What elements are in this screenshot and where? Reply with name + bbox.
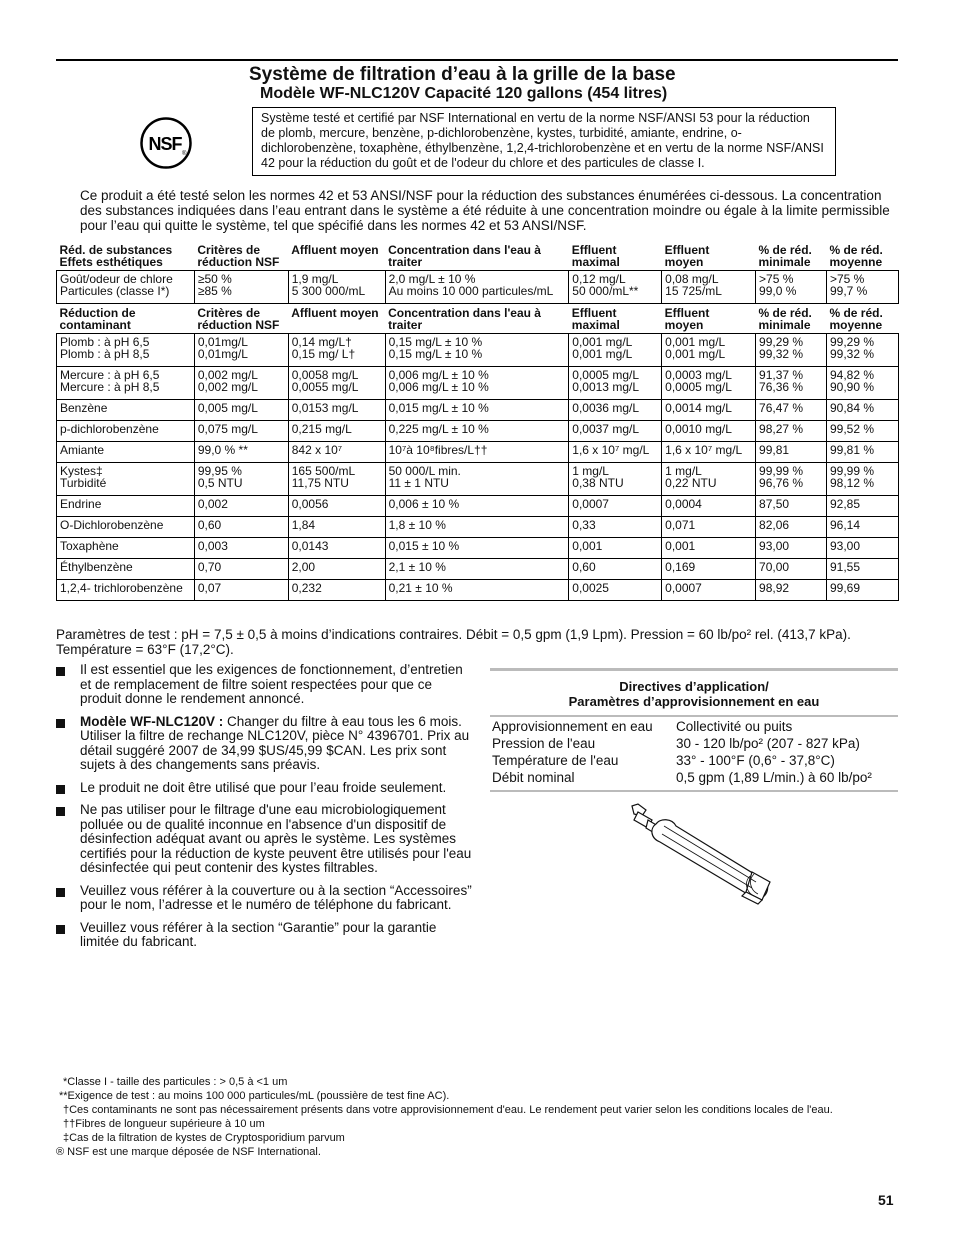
table-row <box>57 559 899 580</box>
table-cell: Toxaphène <box>57 538 195 559</box>
table-cell: Mercure : à pH 6,5 Mercure : à pH 8,5 <box>57 367 195 400</box>
table-cell: 96,14 <box>826 517 898 538</box>
table-cell: 1 mg/L 0,22 NTU <box>662 463 756 496</box>
table-header-cell: % de réd. minimale <box>758 243 812 269</box>
bullet-text: Le produit ne doit être utilisé que pour l’eau froide seulement. <box>80 779 447 795</box>
directive-value: Collectivité ou puits <box>676 719 793 734</box>
table-cell: 0,08 mg/L 15 725/mL <box>662 271 756 304</box>
table-cell: 99,81 % <box>826 442 898 463</box>
table-cell: 99,52 % <box>826 421 898 442</box>
table-cell: Éthylbenzène <box>57 559 195 580</box>
directive-row <box>490 735 898 752</box>
bullet-text: Changer du filtre à eau tous les 6 mois. Utiliser la filtre de rechange NLC120V, pièce N° 4396701. Prix au détail suggéré 2007 de 34,99 $US/45,99 $CAN. Les prix sont sujets à des changements sans préavis. <box>80 713 470 772</box>
directive-value: 33° - 100°F (0,6° - 37,8°C) <box>676 753 835 768</box>
page-title: Système de filtration d’eau à la grille de la base <box>249 64 676 85</box>
table-cell: 0,0036 mg/L <box>569 400 662 421</box>
bullet-square-icon <box>56 888 65 897</box>
table-cell: 1,9 mg/L 5 300 000/mL <box>288 271 385 304</box>
table-header-cell: % de réd. moyenne <box>829 243 883 269</box>
directives-heading <box>490 671 898 715</box>
table-cell: 0,0056 <box>288 496 385 517</box>
table-cell: 0,70 <box>194 559 288 580</box>
table-cell: p-dichlorobenzène <box>57 421 195 442</box>
table-cell: 87,50 <box>756 496 827 517</box>
directive-value: 0,5 gpm (1,89 L/min.) à 60 lb/po² <box>676 770 872 785</box>
table-cell: 76,47 % <box>756 400 827 421</box>
table-cell: 98,27 % <box>756 421 827 442</box>
table-header-cell: Concentration dans l'eau à traiter <box>388 243 541 269</box>
directives-bottom-line <box>490 790 898 792</box>
table-cell: 98,92 <box>756 580 827 601</box>
table-cell: 1,6 x 10⁷ mg/L <box>569 442 662 463</box>
table-cell: 0,003 <box>194 538 288 559</box>
table-cell: 70,00 <box>756 559 827 580</box>
table-cell: 0,0037 mg/L <box>569 421 662 442</box>
table-cell: 2,1 ± 10 % <box>385 559 569 580</box>
table-cell: 93,00 <box>826 538 898 559</box>
table-cell: 99,29 % 99,32 % <box>756 334 827 367</box>
table-header-row <box>57 304 899 334</box>
directive-row <box>490 769 898 786</box>
table-cell: 99,95 % 0,5 NTU <box>194 463 288 496</box>
directives-box <box>490 668 898 792</box>
table-cell: 0,07 <box>194 580 288 601</box>
footnote: **Exigence de test : au moins 100 000 particules/mL (poussière de test fine AC). <box>59 1090 450 1102</box>
bullet-item <box>56 884 474 913</box>
table-cell: 1,84 <box>288 517 385 538</box>
table-row <box>57 463 899 496</box>
table-row <box>57 334 899 367</box>
nsf-registered-mark: ® <box>182 151 187 157</box>
table-row <box>57 421 899 442</box>
table-cell: 50 000/L min. 11 ± 1 NTU <box>385 463 569 496</box>
bullet-item <box>56 803 474 876</box>
table-cell: 91,55 <box>826 559 898 580</box>
table-header-cell: Critères de réduction NSF <box>197 243 280 269</box>
directive-row <box>490 752 898 769</box>
table-header-cell: % de réd. minimale <box>758 306 812 332</box>
bullet-list <box>56 663 474 958</box>
table-header-cell: Affluent moyen <box>291 243 379 257</box>
table-cell: >75 % 99,7 % <box>826 271 898 304</box>
table-cell: 0,006 ± 10 % <box>385 496 569 517</box>
table-cell: 0,002 mg/L 0,002 mg/L <box>194 367 288 400</box>
intro-paragraph: Ce produit a été testé selon les normes 42 et 53 ANSI/NSF pour la réduction des substances énumérées ci-dessous. La concentration des substances indiquées dans l’eau entrant dans le système a été réduite à une concentration moindre ou égale à la limite permissible pour l’eau qui quitte le système, tel que spécifié dans les normes 42 et 53 ANSI/NSF. <box>80 188 890 233</box>
table-cell: 94,82 % 90,90 % <box>826 367 898 400</box>
table-cell: 0,0007 <box>569 496 662 517</box>
table-cell: 0,001 <box>569 538 662 559</box>
table-cell: 0,14 mg/L† 0,15 mg/ L† <box>288 334 385 367</box>
bullet-square-icon <box>56 719 65 728</box>
bullet-text: Veuillez vous référer à la section “Garantie” pour la garantie limitée du fabricant. <box>80 919 437 949</box>
bullet-square-icon <box>56 785 65 794</box>
table-cell: 165 500/mL 11,75 NTU <box>288 463 385 496</box>
table-cell: 0,169 <box>662 559 756 580</box>
test-parameters: Paramètres de test : pH = 7,5 ± 0,5 à moins d’indications contraires. Débit = 0,5 gpm (1,9 Lpm). Pression = 60 lb/po² rel. (413,7 kPa). Température = 63°F (17,2°C). <box>56 627 851 657</box>
table-cell: 99,99 % 98,12 % <box>826 463 898 496</box>
table-cell: 0,0007 <box>662 580 756 601</box>
table-cell: 1 mg/L 0,38 NTU <box>569 463 662 496</box>
directives-heading-line1: Directives d’application/ <box>619 679 769 694</box>
table-header-cell: Réd. de substances Effets esthétiques <box>59 243 173 269</box>
bullet-square-icon <box>56 807 65 816</box>
table-cell: 99,69 <box>826 580 898 601</box>
table-cell: 99,81 <box>756 442 827 463</box>
directive-label: Température de l'eau <box>492 753 619 768</box>
table-cell: 0,232 <box>288 580 385 601</box>
table-header-cell: Critères de réduction NSF <box>197 306 280 332</box>
table-cell: 0,0143 <box>288 538 385 559</box>
table-cell: O-Dichlorobenzène <box>57 517 195 538</box>
table-row <box>57 580 899 601</box>
table-row <box>57 517 899 538</box>
table-cell: 0,071 <box>662 517 756 538</box>
directive-row <box>490 718 898 735</box>
table-cell: 2,0 mg/L ± 10 % Au moins 10 000 particules/mL <box>385 271 569 304</box>
table-cell: 1,6 x 10⁷ mg/L <box>662 442 756 463</box>
table-cell: 0,002 <box>194 496 288 517</box>
footnotes <box>56 1075 898 1159</box>
table-cell: 0,015 mg/L ± 10 % <box>385 400 569 421</box>
table-header-cell: Effluent moyen <box>664 306 710 332</box>
directives-separator <box>490 715 898 717</box>
table-cell: 99,0 % ** <box>194 442 288 463</box>
bullet-square-icon <box>56 667 65 676</box>
performance-table <box>56 241 899 601</box>
table-cell: 0,15 mg/L ± 10 % 0,15 mg/L ± 10 % <box>385 334 569 367</box>
footnote: *Classe I - taille des particules : > 0,5 à <1 um <box>63 1076 288 1088</box>
table-row <box>57 496 899 517</box>
table-cell: 0,0058 mg/L 0,0055 mg/L <box>288 367 385 400</box>
table-cell: Amiante <box>57 442 195 463</box>
table-header-cell: Effluent maximal <box>571 306 620 332</box>
table-cell: 99,29 % 99,32 % <box>826 334 898 367</box>
table-row <box>57 367 899 400</box>
table-cell: 91,37 % 76,36 % <box>756 367 827 400</box>
table-header-cell: Effluent moyen <box>664 243 710 269</box>
table-cell: 0,215 mg/L <box>288 421 385 442</box>
table-cell: 0,12 mg/L 50 000/mL** <box>569 271 662 304</box>
table-cell: 93,00 <box>756 538 827 559</box>
bullet-item <box>56 715 474 773</box>
table-cell: 0,0014 mg/L <box>662 400 756 421</box>
table-cell: 0,075 mg/L <box>194 421 288 442</box>
table-row <box>57 538 899 559</box>
table-cell: 1,8 ± 10 % <box>385 517 569 538</box>
table-cell: >75 % 99,0 % <box>756 271 827 304</box>
table-header-row <box>57 241 899 271</box>
table-cell: 90,84 % <box>826 400 898 421</box>
table-cell: 0,01mg/L 0,01mg/L <box>194 334 288 367</box>
table-cell: 0,33 <box>569 517 662 538</box>
table-cell: 842 x 10⁷ <box>288 442 385 463</box>
directives-heading-line2: Paramètres d’approvisionnement en eau <box>568 694 820 709</box>
directives-table <box>490 718 898 786</box>
page-number: 51 <box>878 1192 894 1208</box>
table-header-cell: Concentration dans l'eau à traiter <box>388 306 541 332</box>
table-row <box>57 400 899 421</box>
footnote: ® NSF est une marque déposée de NSF International. <box>56 1146 321 1158</box>
table-header-cell: % de réd. moyenne <box>829 306 883 332</box>
table-cell: 2,00 <box>288 559 385 580</box>
bullet-text: Veuillez vous référer à la couverture ou à la section “Accessoires” pour le nom, l’adresse et le numéro de téléphone du fabricant. <box>80 882 472 912</box>
table-cell: 0,60 <box>194 517 288 538</box>
table-cell: ≥50 % ≥85 % <box>194 271 288 304</box>
table-cell: Goût/odeur de chlore Particules (classe I*) <box>57 271 195 304</box>
table-cell: 0,001 mg/L 0,001 mg/L <box>662 334 756 367</box>
table-cell: 0,0010 mg/L <box>662 421 756 442</box>
footnote: †Ces contaminants ne sont pas nécessairement présents dans votre approvisionnement d'eau. Le rendement peut varier selon les conditions locales de l'eau. <box>63 1104 833 1116</box>
table-cell: 1,2,4- trichlorobenzène <box>57 580 195 601</box>
table-cell: Plomb : à pH 6,5 Plomb : à pH 8,5 <box>57 334 195 367</box>
footnote: ††Fibres de longueur supérieure à 10 um <box>63 1118 265 1130</box>
water-filter-cartridge-illustration <box>616 800 786 910</box>
bullet-item <box>56 921 474 950</box>
table-cell: 10⁷à 10⁸fibres/L†† <box>385 442 569 463</box>
table-cell: Kystes‡ Turbidité <box>57 463 195 496</box>
table-cell: 0,005 mg/L <box>194 400 288 421</box>
table-header-cell: Réduction de contaminant <box>59 306 136 332</box>
directive-label: Approvisionnement en eau <box>492 719 653 734</box>
table-cell: 0,015 ± 10 % <box>385 538 569 559</box>
table-cell: 0,60 <box>569 559 662 580</box>
bullet-text: Ne pas utiliser pour le filtrage d'une eau microbiologiquement polluée ou de qualité inconnue en l'absence d'un dispositif de désinfection adéquat avant ou après le système. Les systèmes certifiés pour la réduction de kyste peuvent être utilisés pour l'eau désinfectée qui peut contenir des kystes filtrables. <box>80 802 472 875</box>
table-cell: 0,21 ± 10 % <box>385 580 569 601</box>
bullet-bold-label: Modèle WF-NLC120V : <box>80 713 224 729</box>
footnote: ‡Cas de la filtration de kystes de Cryptosporidium parvum <box>63 1132 345 1144</box>
table-cell: 92,85 <box>826 496 898 517</box>
directive-value: 30 - 120 lb/po² (207 - 827 kPa) <box>676 736 860 751</box>
table-cell: 0,225 mg/L ± 10 % <box>385 421 569 442</box>
directive-label: Pression de l'eau <box>492 736 596 751</box>
page-subtitle: Modèle WF-NLC120V Capacité 120 gallons (454 litres) <box>260 85 668 102</box>
table-cell: 0,0003 mg/L 0,0005 mg/L <box>662 367 756 400</box>
table-header-cell: Affluent moyen <box>291 306 379 320</box>
table-cell: 0,0025 <box>569 580 662 601</box>
table-cell: Benzène <box>57 400 195 421</box>
bullet-item <box>56 781 474 796</box>
table-cell: 0,0005 mg/L 0,0013 mg/L <box>569 367 662 400</box>
nsf-logo <box>140 117 192 169</box>
table-cell: 0,001 mg/L 0,001 mg/L <box>569 334 662 367</box>
table-cell: 0,0153 mg/L <box>288 400 385 421</box>
certification-box: Système testé et certifié par NSF International en vertu de la norme NSF/ANSI 53 pour la réduction de plomb, mercure, benzène, p-dichlorobenzène, kystes, turbidité, amiante, endrine, o-dichlorobenzène, toxaphène, éthylbenzène, 1,2,4-trichlorobenzène et en vertu de la norme NSF/ANSI 42 pour la réduction du goût et de l'odeur du chlore et des particules de classe I. <box>252 107 836 176</box>
table-row <box>57 442 899 463</box>
bullet-item <box>56 663 474 707</box>
table-cell: 82,06 <box>756 517 827 538</box>
table-row <box>57 271 899 304</box>
table-cell: 0,006 mg/L ± 10 % 0,006 mg/L ± 10 % <box>385 367 569 400</box>
bullet-square-icon <box>56 925 65 934</box>
nsf-logo-text: NSF <box>148 134 182 154</box>
table-cell: Endrine <box>57 496 195 517</box>
directive-label: Débit nominal <box>492 770 575 785</box>
bullet-text: Il est essentiel que les exigences de fonctionnement, d’entretien et de remplacement de filtre soient respectées pour que ce produit donne le rendement annoncé. <box>80 662 463 706</box>
table-cell: 99,99 % 96,76 % <box>756 463 827 496</box>
table-header-cell: Effluent maximal <box>571 243 620 269</box>
table-cell: 0,001 <box>662 538 756 559</box>
table-cell: 0,0004 <box>662 496 756 517</box>
top-rule <box>56 59 898 61</box>
